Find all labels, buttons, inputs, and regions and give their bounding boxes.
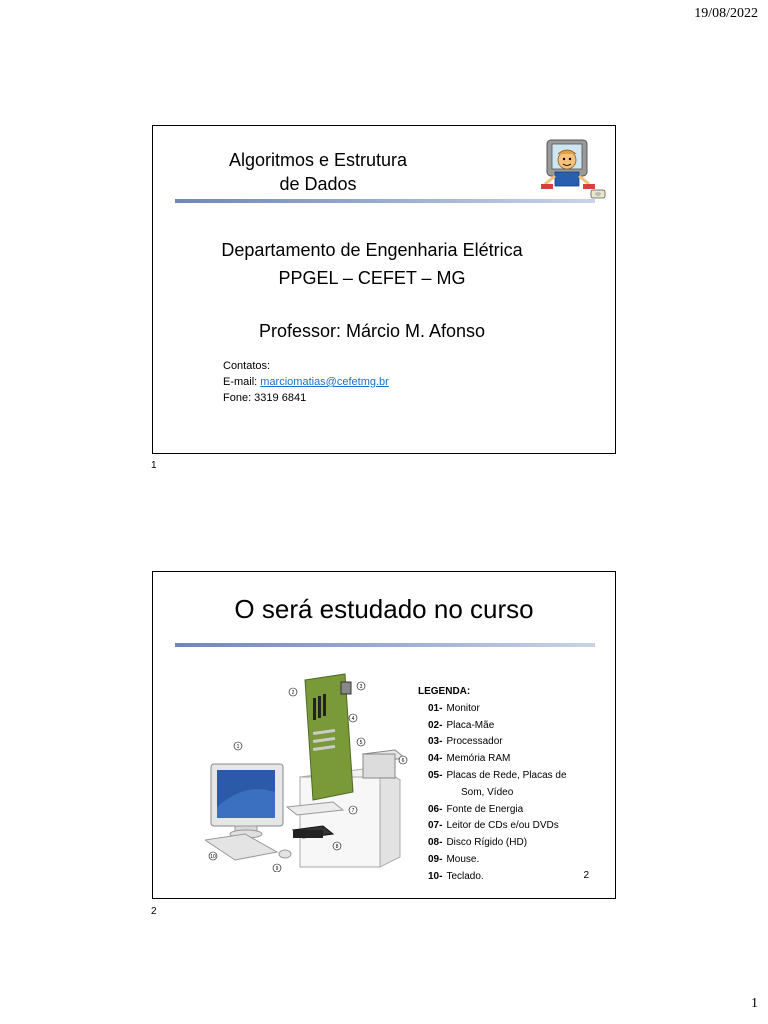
page-number: 1: [751, 996, 758, 1011]
marker-9: 9: [275, 866, 279, 872]
legend-label: Teclado.: [446, 870, 484, 882]
marker-8: 8: [335, 844, 339, 850]
slide-number: 2: [583, 870, 589, 881]
legend-item: [418, 718, 567, 735]
phone: Fone: 3319 6841: [223, 392, 307, 404]
title-rule: [175, 199, 595, 203]
slide-1-caption: 1: [151, 460, 157, 471]
legend-item: [418, 785, 567, 802]
legend-item: [418, 818, 567, 835]
legend-label: Mouse.: [446, 853, 480, 865]
legend-num: 09-: [428, 853, 443, 865]
legend-num: 07-: [428, 820, 443, 832]
legend-label: Memória RAM: [446, 753, 511, 765]
legend-label: Som, Vídeo: [461, 786, 514, 798]
slide-2-caption: 2: [151, 906, 157, 917]
marker-2: 2: [291, 690, 295, 696]
legend-item: [418, 768, 567, 785]
slide2-title: O será estudado no curso: [234, 594, 534, 624]
legend-item: [418, 869, 567, 886]
professor: Professor: Márcio M. Afonso: [258, 321, 486, 341]
legend-item: [418, 701, 567, 718]
legend-label: Placa-Mãe: [446, 719, 495, 731]
legend-item: [418, 835, 567, 852]
legend-num: 10-: [428, 870, 443, 882]
legend-item: [418, 802, 567, 819]
legend-item: [418, 852, 567, 869]
title-rule: [175, 643, 595, 647]
legend: [418, 684, 567, 886]
marker-5: 5: [359, 740, 363, 746]
legend-num: 05-: [428, 769, 443, 781]
slide1-title-line2: de Dados: [279, 174, 357, 194]
legend-item: [418, 751, 567, 768]
legend-label: Processador: [446, 736, 503, 748]
legend-num: 02-: [428, 719, 443, 731]
email-link[interactable]: marciomatias@cefetmg.br: [260, 376, 389, 388]
slide1-title-line1: Algoritmos e Estrutura: [228, 150, 408, 170]
legend-label: Placas de Rede, Placas de: [446, 769, 567, 781]
contacts: [223, 358, 389, 406]
legend-num: 06-: [428, 803, 443, 815]
legend-label: Disco Rígido (HD): [446, 837, 528, 849]
marker-3: 3: [359, 684, 363, 690]
computer-components-illustration: [205, 672, 417, 872]
print-date: 19/08/2022: [694, 6, 758, 21]
slide-1: [152, 125, 616, 454]
department: [153, 236, 591, 292]
legend-label: Leitor de CDs e/ou DVDs: [446, 820, 559, 832]
legend-label: Fonte de Energia: [446, 803, 524, 815]
slide1-title: [193, 148, 443, 196]
legend-num: 04-: [428, 753, 443, 765]
marker-1: 1: [236, 744, 240, 750]
email-label: E-mail:: [223, 376, 261, 388]
legend-title: LEGENDA:: [418, 686, 471, 697]
department-line2: PPGEL – CEFET – MG: [278, 268, 466, 288]
legend-label: Monitor: [446, 702, 480, 714]
legend-item: [418, 734, 567, 751]
marker-6: 6: [401, 758, 405, 764]
slide-2: [152, 571, 616, 899]
legend-num: 03-: [428, 736, 443, 748]
marker-4: 4: [351, 716, 355, 722]
cartoon-computer-person-icon: [537, 138, 609, 200]
marker-7: 7: [351, 808, 355, 814]
marker-10: 10: [210, 854, 216, 860]
contacts-label: Contatos:: [223, 360, 271, 372]
email-row: [223, 374, 389, 390]
department-line1: Departamento de Engenharia Elétrica: [221, 240, 523, 260]
legend-num: 08-: [428, 837, 443, 849]
legend-num: 01-: [428, 702, 443, 714]
